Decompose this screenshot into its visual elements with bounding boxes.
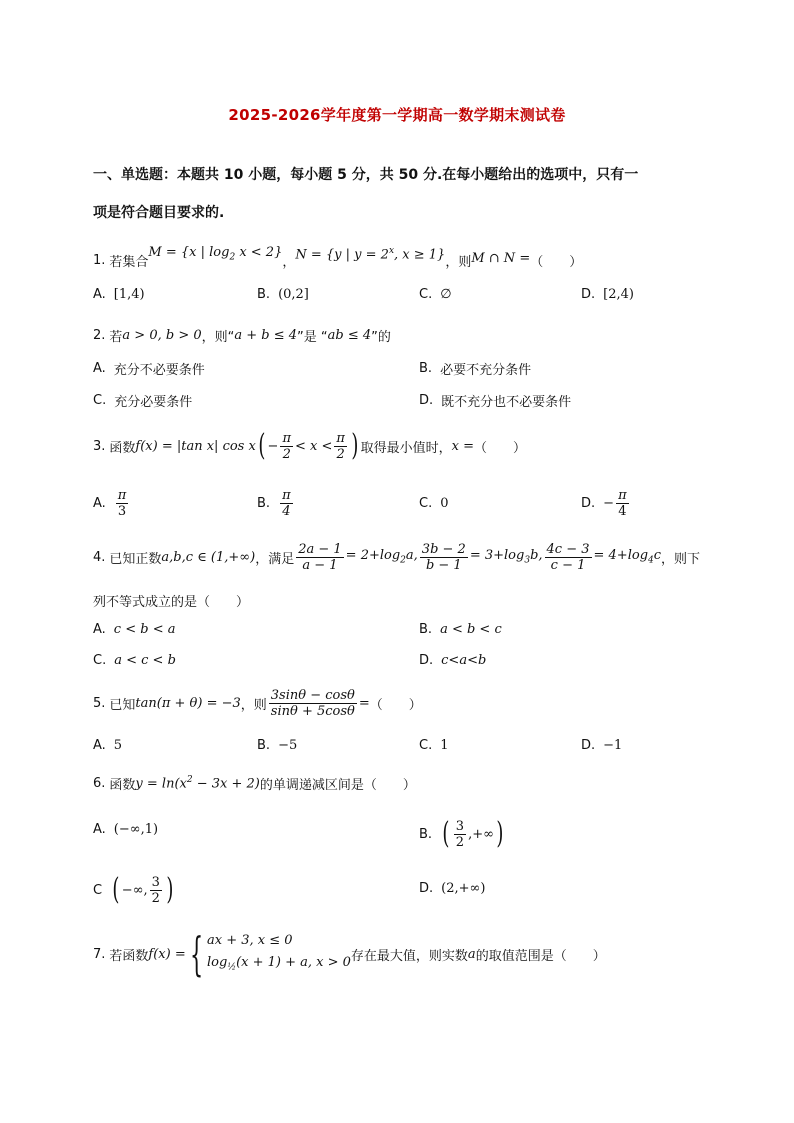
q6-option-d[interactable]: D. (2,+∞): [419, 881, 486, 896]
q1-number: 1.: [93, 252, 106, 268]
q1-option-b[interactable]: B. (0,2]: [257, 287, 309, 302]
q5-option-b[interactable]: B. −5: [257, 738, 298, 753]
page-title: 2025-2026学年度第一学期高一数学期末测试卷: [228, 106, 566, 124]
question-4: 4. 已知正数 a,b,c ∈ (1,+∞) ，满足 $\frac{2a - 1}{a - 1}$ = $2+\log_2a$, $\frac{3b - 2}{b - 1}$ = $3+\log_3b$, $\frac{4c - 3}{c - 1}$ = $4+\log_4c$ ，则下: [93, 541, 701, 573]
q3-function: f(x) = |tan x| cos x: [135, 438, 256, 454]
q5-option-c[interactable]: C. 1: [419, 738, 449, 753]
section-header: 一、单选题：本题共 10 小题，每小题 5 分，共 50 分.在每小题给出的选项中，只有一: [93, 167, 639, 183]
q6-function: $y = \ln(x^2 - 3x + 2)$: [135, 774, 260, 792]
q2-option-b[interactable]: B. 必要不充分条件: [419, 361, 532, 378]
q4-option-c[interactable]: C. a < c < b: [93, 653, 176, 668]
question-1: 1. 若集合 M = {x | $\log_2 x < 2$} ， N = {y | $y = 2^x$, x ≥ 1} ，则 M ∩ N = （ ）: [93, 245, 583, 270]
q4-option-b[interactable]: B. a < b < c: [419, 622, 502, 637]
q3-option-a[interactable]: A. $\frac{\pi}{3}$: [93, 487, 127, 519]
question-2: 2. 若 a > 0, b > 0 ，则“ a + b ≤ 4 ”是 “ ab ≤ 4 ”的: [93, 327, 391, 345]
q3-option-b[interactable]: B. $\frac{\pi}{4}$: [257, 487, 291, 519]
q1-option-c[interactable]: C. ∅: [419, 287, 452, 302]
q3-option-d[interactable]: D. − $\frac{\pi}{4}$: [581, 487, 627, 519]
q1-option-d[interactable]: D. [2,4): [581, 287, 634, 302]
q6-option-a[interactable]: A. (−∞,1): [93, 822, 159, 837]
q6-option-b[interactable]: B. ( $\frac{3}{2}$ ,+∞ ): [419, 816, 504, 851]
q4-option-d[interactable]: D. c<a<b: [419, 653, 487, 668]
question-5: 5. 已知 tan(π + θ) = −3 ，则 $\frac{3\sin\theta - \cos\theta}{\sin\theta + 5\cos\theta}$ = （ ）: [93, 687, 422, 719]
q2-option-a[interactable]: A. 充分不必要条件: [93, 361, 205, 378]
q3-option-c[interactable]: C. 0: [419, 495, 449, 511]
q4-option-a[interactable]: A. c < b < a: [93, 622, 176, 637]
q5-option-a[interactable]: A. 5: [93, 738, 123, 753]
q7-piecewise: ax + 3, x ≤ 0 $\log_{\frac{1}{2}}(x + 1) + a$, x > 0: [207, 933, 351, 973]
q1-intersection: M ∩ N =: [471, 250, 531, 266]
question-4-cont: 列不等式成立的是（ ）: [93, 594, 250, 610]
q2-option-c[interactable]: C. 充分必要条件: [93, 393, 193, 410]
q5-option-d[interactable]: D. −1: [581, 738, 623, 753]
question-3: 3. 函数 f(x) = |tan x| cos x ( − $\frac{\pi}{2}$ < x < $\frac{\pi}{2}$ ) 取得最小值时， x = （ ）: [93, 428, 527, 463]
q1-option-a[interactable]: A. [1,4): [93, 287, 145, 302]
q6-option-c[interactable]: C ( −∞, $\frac{3}{2}$ ): [93, 872, 174, 907]
q2-expr-1: a + b ≤ 4: [234, 327, 298, 343]
question-7: 7. 若函数 f(x) = { ax + 3, x ≤ 0 $\log_{\frac{1}{2}}(x + 1) + a$, x > 0 存在最大值，则实数 a 的取值范围是（ ）: [93, 927, 606, 982]
section-header-cont: 项是符合题目要求的.: [93, 205, 225, 221]
q3-fraction-right: $\frac{\pi}{2}$: [336, 430, 345, 462]
q2-option-d[interactable]: D. 既不充分也不必要条件: [419, 393, 572, 410]
question-6: 6. 函数 $y = \ln(x^2 - 3x + 2)$ 的单调递减区间是（ ）: [93, 774, 416, 793]
q1-set-m: M = {x | $\log_2 x < 2$}: [148, 245, 283, 263]
q2-expr-2: ab ≤ 4: [327, 327, 372, 343]
q1-set-n: N = {y | $y = 2^x$, x ≥ 1}: [295, 245, 446, 263]
q3-fraction-left: $\frac{\pi}{2}$: [282, 430, 291, 462]
q2-condition: a > 0, b > 0: [122, 327, 202, 343]
